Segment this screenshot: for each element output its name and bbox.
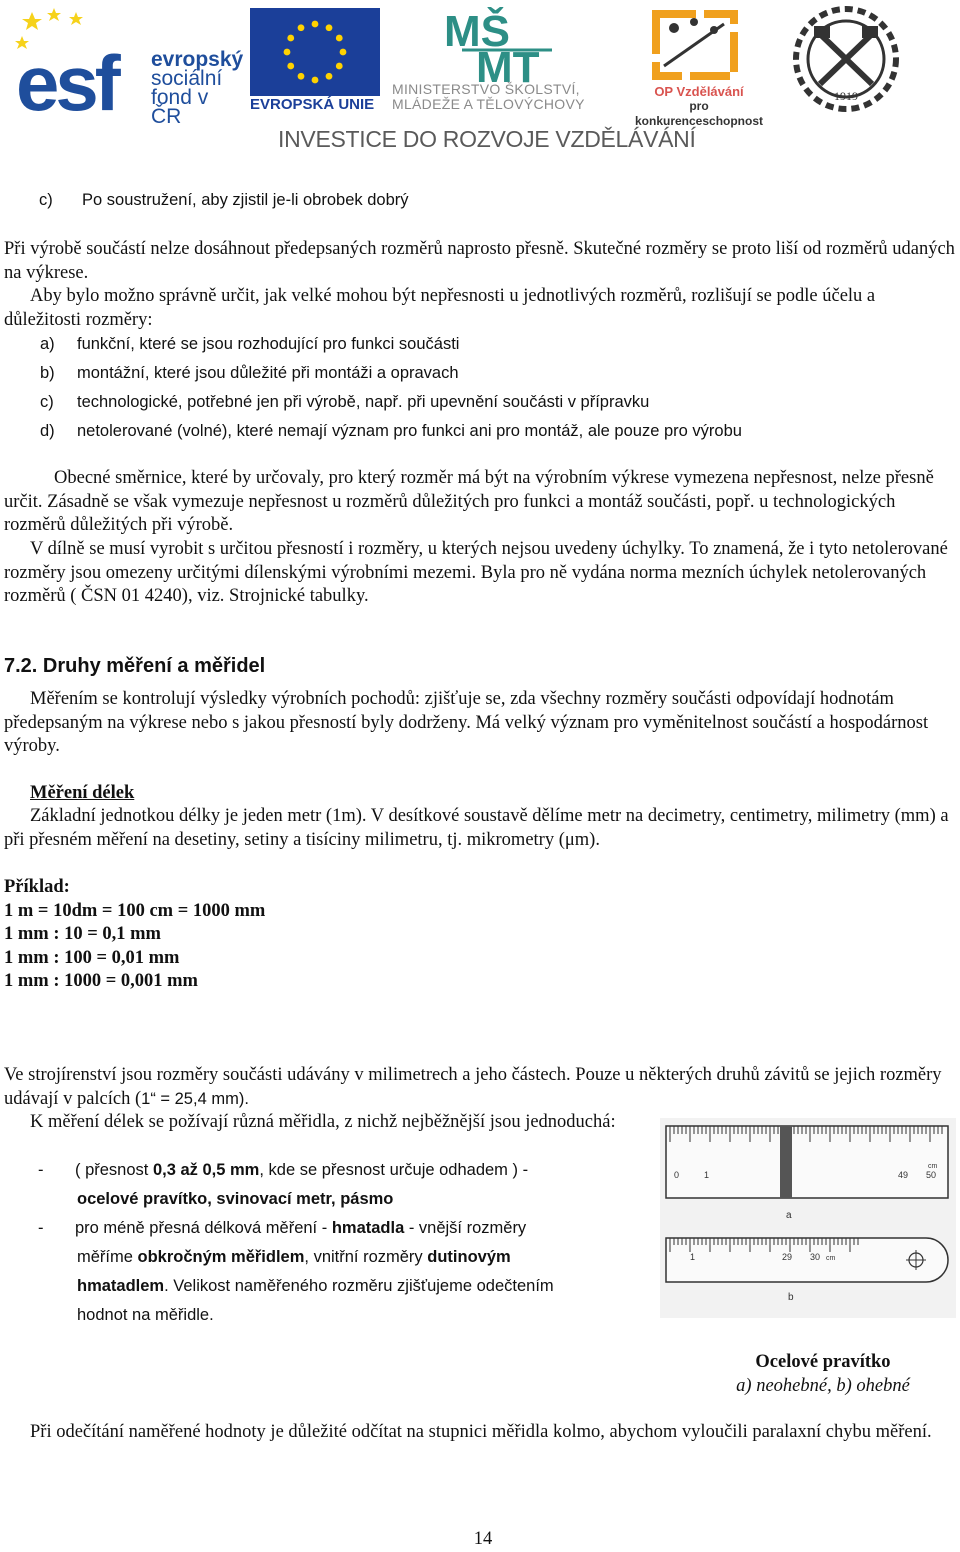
list-item bbox=[38, 1214, 638, 1243]
bullet-text: . Velikost naměřeného rozměru zjišťujeme odečtením bbox=[164, 1277, 554, 1295]
list-item-continued bbox=[38, 1185, 638, 1214]
bullet-text: , kde se přesnost určuje odhadem ) - bbox=[259, 1161, 529, 1179]
paragraph-8-text: K měření délek se požívají různá měřidla, z nichž nejběžnější jsou jednoduchá: bbox=[30, 1112, 616, 1132]
list-marker: b) bbox=[40, 364, 55, 382]
eu-star-icon bbox=[312, 77, 319, 84]
paragraph-3-text: Obecné směrnice, které by určovaly, pro který rozměr má být na výrobním výkrese vymezena nepřesnost, nelze přesně určit. Zásadně se však vymezuje nepřesnost u rozměrů důležitých pro funkci a montáž součásti, popř. u technologických rozměrů důležitých při výrobě. bbox=[4, 468, 934, 535]
bullet-bold: 0,3 až 0,5 mm bbox=[152, 1161, 260, 1179]
eu-logo bbox=[250, 8, 382, 114]
list-text: technologické, potřebné jen při výrobě, např. při upevnění součásti v přípravku bbox=[77, 393, 650, 411]
paragraph-9 bbox=[4, 1421, 956, 1445]
list-item bbox=[40, 330, 940, 359]
example-line: 1 m = 10dm = 100 cm = 1000 mm bbox=[4, 900, 266, 921]
bullet-text: hodnot na měřidle. bbox=[77, 1306, 214, 1324]
subheading-text: Měření délek bbox=[30, 783, 135, 803]
figure-caption-title: Ocelové pravítko bbox=[755, 1352, 891, 1372]
bullet-bold: dutinovým bbox=[427, 1248, 511, 1266]
section-title: 7.2. Druhy měření a měřidel bbox=[4, 655, 266, 677]
paragraph-6-text: Základní jednotkou délky je jeden metr (1m). V desítkové soustavě dělíme metr na decimetry, centimetry, milimetry (mm) a při přesném měření na desetiny, setiny a tisíciny milimetru, tj. mikrometry (μm). bbox=[4, 806, 949, 850]
msmt-line2: MLÁDEŽE A TĚLOVÝCHOVY bbox=[392, 96, 585, 112]
paragraph-7 bbox=[4, 1064, 956, 1111]
esf-line3: fond v ČR bbox=[151, 86, 209, 128]
paragraph-6 bbox=[4, 805, 956, 852]
list-item-continued bbox=[38, 1272, 638, 1301]
bullet-bold: ocelové pravítko, svinovací metr, pásmo bbox=[77, 1190, 394, 1208]
list-text: montážní, které jsou důležité při montáži a opravach bbox=[77, 364, 459, 382]
svg-text:MT: MT bbox=[476, 43, 540, 84]
eu-star-icon bbox=[340, 49, 347, 56]
eu-star-icon bbox=[298, 24, 305, 31]
gear-seal-icon bbox=[790, 4, 902, 114]
paragraph-1: Při výrobě součástí nelze dosáhnout předepsaných rozměrů naprosto přesně. Skutečné rozměry se proto liší od rozměrů udaných na výkrese. bbox=[4, 239, 955, 283]
msmt-line1: MINISTERSTVO ŠKOLSTVÍ, bbox=[392, 81, 580, 97]
eu-star-icon bbox=[336, 63, 343, 70]
example-block bbox=[4, 876, 265, 994]
ruler-a-label-0: 0 bbox=[674, 1170, 680, 1180]
paragraph-2 bbox=[4, 285, 956, 332]
paragraph-4-text: V dílně se musí vyrobit s určitou přesností i rozměry, u kterých nejsou uvedeny úchylky. To znamená, že i tyto netolerované rozměry jsou omezeny určitými dílenskými výrobními mezemi. Byla pro ně vydána norma mezních úchylek netolerovaných rozměrů ( ČSN 01 4240), viz. Strojnické tabulky. bbox=[4, 539, 948, 606]
list-marker: c) bbox=[40, 393, 54, 411]
list-item-continued bbox=[38, 1243, 638, 1272]
school-seal bbox=[790, 4, 902, 114]
ruler-figure bbox=[660, 1118, 956, 1318]
example-line: 1 mm : 1000 = 0,001 mm bbox=[4, 971, 198, 991]
bullet-dash: - bbox=[38, 1219, 44, 1237]
svg-text:MŠ: MŠ bbox=[444, 7, 510, 56]
ruler-a-caption: a bbox=[786, 1210, 792, 1221]
bullet-dash: - bbox=[38, 1161, 44, 1179]
example-line: 1 mm : 100 = 0,01 mm bbox=[4, 947, 180, 968]
ruler-b-caption: b bbox=[788, 1292, 794, 1303]
eu-label: EVROPSKÁ UNIE bbox=[250, 96, 375, 113]
seal-year: 1919 bbox=[834, 89, 858, 103]
bullet-text: , vnitřní rozměry bbox=[304, 1248, 428, 1266]
esf-line2: sociální bbox=[151, 67, 223, 90]
list-text: funkční, které se jsou rozhodující pro funkci součásti bbox=[77, 335, 460, 353]
eu-star-icon bbox=[287, 63, 294, 70]
svg-text:esf: esf bbox=[16, 39, 117, 114]
eu-star-icon bbox=[298, 73, 305, 80]
bullet-bold: hmatadla bbox=[331, 1219, 405, 1237]
bullet-text: ( přesnost bbox=[75, 1161, 153, 1179]
bullet-text: - vnější rozměry bbox=[404, 1219, 527, 1237]
gauge-bullet-list bbox=[38, 1156, 638, 1330]
figure-caption bbox=[690, 1351, 956, 1398]
eu-star-icon bbox=[312, 21, 319, 28]
bullet-text: pro méně přesná délková měření - bbox=[75, 1219, 332, 1237]
list-marker: a) bbox=[40, 335, 55, 353]
ruler-b-unit: cm bbox=[826, 1255, 836, 1262]
header-logos bbox=[0, 0, 960, 160]
subheading bbox=[30, 782, 134, 806]
list-item-continued bbox=[38, 1301, 638, 1330]
steel-ruler-illustration bbox=[660, 1118, 956, 1318]
msmt-logo bbox=[392, 6, 616, 114]
list-marker: c) bbox=[39, 191, 53, 209]
bullet-text: měříme bbox=[77, 1248, 138, 1266]
bullet-bold: obkročným měřidlem bbox=[137, 1248, 305, 1266]
list-text: Po soustružení, aby zjistil je-li obrobek dobrý bbox=[82, 191, 409, 209]
esf-line1: evropský bbox=[151, 48, 244, 71]
paragraph-4 bbox=[4, 538, 956, 609]
bullet-bold: hmatadlem bbox=[77, 1277, 165, 1295]
eu-star-icon bbox=[287, 35, 294, 42]
msmt-emblem-icon bbox=[392, 6, 616, 84]
op-logo bbox=[624, 6, 774, 128]
ruler-a-label-49: 49 bbox=[898, 1170, 909, 1180]
esf-emblem-icon bbox=[14, 6, 149, 114]
paragraph-9-text: Při odečítání naměřené hodnoty je důležité odčítat na stupnici měřidla kolmo, abychom vyloučili paralaxní chybu měření. bbox=[30, 1422, 932, 1442]
ruler-a-label-1: 1 bbox=[704, 1170, 710, 1180]
ruler-b-label-29: 29 bbox=[782, 1252, 793, 1262]
paragraph-7-text: Ve strojírenství jsou rozměry součásti udávány v milimetrech a jeho částech. Pouze u některých druhů závitů se jejich rozměry udávají v palcích ( bbox=[4, 1065, 942, 1109]
list-item bbox=[40, 417, 940, 446]
list-text: netolerované (volné), které nemají význam pro funkci ani pro montáž, ale pouze pro výrobu bbox=[77, 422, 742, 440]
eu-star-icon bbox=[326, 24, 333, 31]
list-item bbox=[38, 1156, 638, 1185]
paragraph-8 bbox=[4, 1111, 624, 1135]
paragraph-3 bbox=[4, 467, 956, 538]
list-item bbox=[40, 359, 940, 388]
list-item bbox=[40, 388, 940, 417]
eu-flag-icon bbox=[250, 8, 380, 96]
ruler-b-label-1: 1 bbox=[690, 1252, 696, 1262]
eu-star-icon bbox=[326, 73, 333, 80]
paragraph-7-inch: 1“ = 25,4 mm). bbox=[141, 1089, 249, 1108]
list-marker: d) bbox=[40, 422, 55, 440]
ruler-a-unit: cm bbox=[928, 1163, 938, 1170]
op-line1: OP Vzdělávání bbox=[654, 84, 744, 99]
example-label: Příklad: bbox=[4, 877, 70, 897]
eu-star-icon bbox=[336, 35, 343, 42]
page-number: 14 bbox=[473, 1529, 493, 1549]
banner-text: INVESTICE DO ROZVOJE VZDĚLÁVÁNÍ bbox=[278, 126, 696, 152]
esf-logo bbox=[14, 6, 244, 128]
paragraph-5 bbox=[4, 688, 956, 759]
op-emblem-icon bbox=[624, 6, 774, 84]
figure-caption-sub: a) neohebné, b) ohebné bbox=[736, 1375, 910, 1396]
ruler-b-label-30: 30 bbox=[810, 1252, 821, 1262]
op-line2: pro konkurenceschopnost bbox=[634, 99, 764, 128]
paragraph-5-text: Měřením se kontrolují výsledky výrobních pochodů: zjišťuje se, zda všechny rozměry součásti odpovídají hodnotám předepsaným na výkrese nebo s jakou přesností byly dodrženy. Má velký význam pro vyměnitelnost součástí a hospodárnost výroby. bbox=[4, 689, 929, 756]
ruler-a-label-50: 50 bbox=[926, 1170, 937, 1180]
item-c-top bbox=[39, 186, 409, 215]
example-line: 1 mm : 10 = 0,1 mm bbox=[4, 924, 161, 944]
dimension-types-list bbox=[40, 330, 940, 446]
eu-star-icon bbox=[284, 49, 291, 56]
paragraph-2-text: Aby bylo možno správně určit, jak velké mohou být nepřesnosti u jednotlivých rozměrů, rozlišují se podle účelu a důležitosti rozměry: bbox=[4, 286, 876, 330]
